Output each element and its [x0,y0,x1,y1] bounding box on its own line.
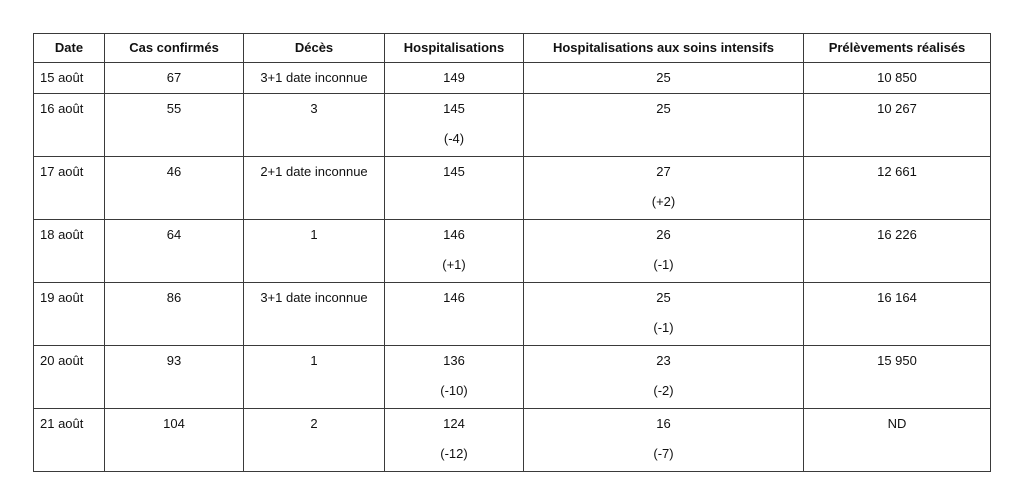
hosp-delta: (-10) [440,383,468,398]
cell-deaths: 3 [244,94,385,157]
cell-icu [524,409,804,472]
hosp-delta: (+1) [442,257,466,272]
cell-confirmed-cases: 55 [105,94,244,157]
icu-delta [524,124,803,154]
cell-hospitalisations [385,409,524,472]
cell-tests: 16 164 [804,283,991,346]
cell-confirmed-cases: 46 [105,157,244,220]
table-header-row [34,34,991,63]
header-deaths: Décès [244,34,385,63]
cell-deaths: 3+1 date inconnue [244,63,385,94]
hosp-value: 124 [443,416,465,431]
header-tests: Prélèvements réalisés [804,34,991,63]
cell-hospitalisations [385,94,524,157]
cell-deaths: 2 [244,409,385,472]
cell-tests: 16 226 [804,220,991,283]
covid-stats-table [33,33,991,472]
cell-hospitalisations [385,157,524,220]
icu-value: 25 [656,101,671,116]
icu-delta: (-2) [653,383,674,398]
cell-date: 15 août [34,63,105,94]
cell-confirmed-cases: 67 [105,63,244,94]
cell-hospitalisations [385,346,524,409]
cell-hospitalisations [385,63,524,94]
table-row [34,220,991,283]
cell-deaths: 1 [244,346,385,409]
hosp-delta [385,313,523,343]
cell-date: 18 août [34,220,105,283]
hosp-value: 146 [443,290,465,305]
hosp-delta [385,187,523,217]
cell-date: 21 août [34,409,105,472]
cell-hospitalisations [385,283,524,346]
header-confirmed-cases: Cas confirmés [105,34,244,63]
cell-confirmed-cases: 104 [105,409,244,472]
hosp-value: 136 [443,353,465,368]
hosp-delta: (-4) [443,131,465,146]
hosp-value: 146 [443,227,465,242]
icu-value: 25 [656,70,671,85]
table-row [34,94,991,157]
hosp-value: 145 [443,101,465,116]
cell-icu [524,220,804,283]
header-date: Date [34,34,105,63]
table-row [34,409,991,472]
header-icu: Hospitalisations aux soins intensifs [524,34,804,63]
icu-value: 23 [656,353,671,368]
hosp-value: 149 [443,70,465,85]
cell-date: 19 août [34,283,105,346]
cell-confirmed-cases: 64 [105,220,244,283]
cell-date: 20 août [34,346,105,409]
icu-value: 25 [656,290,671,305]
cell-hospitalisations [385,220,524,283]
table-row [34,283,991,346]
icu-value: 16 [656,416,671,431]
cell-deaths: 2+1 date inconnue [244,157,385,220]
cell-icu [524,63,804,94]
cell-icu [524,94,804,157]
cell-tests: 10 850 [804,63,991,94]
table-row [34,157,991,220]
icu-value: 26 [656,227,671,242]
cell-tests: 10 267 [804,94,991,157]
cell-date: 17 août [34,157,105,220]
cell-confirmed-cases: 93 [105,346,244,409]
icu-delta: (+2) [651,194,676,209]
icu-delta: (-7) [653,446,674,461]
header-hospitalisations: Hospitalisations [385,34,524,63]
cell-tests: 15 950 [804,346,991,409]
cell-tests: ND [804,409,991,472]
cell-icu [524,157,804,220]
cell-icu [524,283,804,346]
table-row [34,346,991,409]
table-row [34,63,991,94]
hosp-value: 145 [443,164,465,179]
icu-delta: (-1) [653,320,674,335]
cell-tests: 12 661 [804,157,991,220]
icu-value: 27 [656,164,671,179]
icu-delta: (-1) [653,257,674,272]
hosp-delta: (-12) [440,446,468,461]
cell-icu [524,346,804,409]
cell-date: 16 août [34,94,105,157]
cell-deaths: 1 [244,220,385,283]
cell-confirmed-cases: 86 [105,283,244,346]
cell-deaths: 3+1 date inconnue [244,283,385,346]
